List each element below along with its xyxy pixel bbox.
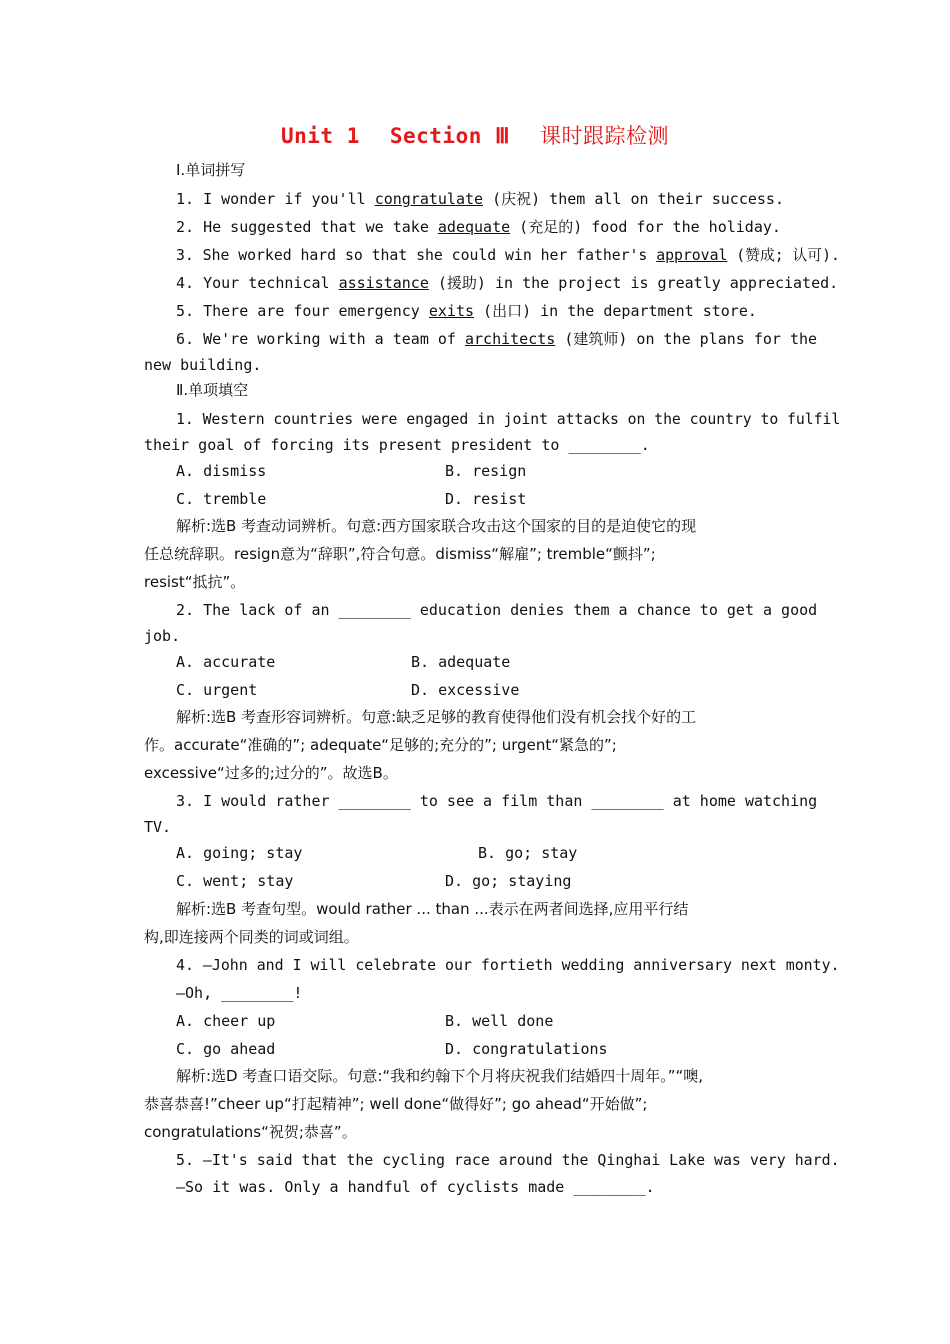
option-b: B. go; stay <box>478 844 578 862</box>
part1-item-6-cont: new building. <box>144 356 262 374</box>
option-c: C. tremble <box>176 490 267 508</box>
answer-word: exits <box>428 302 475 320</box>
question-stem: 2. The lack of an ________ education denies them a chance to get a good <box>176 601 818 619</box>
option-d: D. congratulations <box>445 1040 608 1058</box>
question-stem: 5. —It's said that the cycling race around the Qinghai Lake was very hard. <box>176 1151 840 1169</box>
explanation: 恭喜恭喜!”cheer up“打起精神”; well done“做得好”; go ahead“开始做”; <box>144 1095 648 1113</box>
option-a: A. dismiss <box>176 462 267 480</box>
title-section: Section Ⅲ <box>389 124 510 148</box>
part2-heading: Ⅱ.单项填空 <box>176 381 249 399</box>
explanation: 解析:选D 考查口语交际。句意:“我和约翰下个月将庆祝我们结婚四十周年。”“噢, <box>176 1067 704 1085</box>
explanation: congratulations“祝贺;恭喜”。 <box>144 1123 357 1141</box>
answer-word: architects <box>464 330 556 348</box>
part1-item-6: 6. We're working with a team of architects (建筑师) on the plans for the <box>176 330 818 348</box>
option-b: B. adequate <box>411 653 511 671</box>
answer-word: approval <box>656 246 728 264</box>
explanation: 作。accurate“准确的”; adequate“足够的;充分的”; urgent“紧急的”; <box>144 736 617 754</box>
part1-item-5: 5. There are four emergency exits (出口) in the department store. <box>176 302 757 320</box>
explanation: 解析:选B 考查动词辨析。句意:西方国家联合攻击这个国家的目的是迫使它的现 <box>176 517 697 535</box>
question-stem: 1. Western countries were engaged in joint attacks on the country to fulfil <box>176 410 841 428</box>
title-cn: 课时跟踪检测 <box>539 124 669 148</box>
answer-word: congratulate <box>374 190 484 208</box>
part1-item-4: 4. Your technical assistance (援助) in the project is greatly appreciated. <box>176 274 839 292</box>
part1-item-1: 1. I wonder if you'll congratulate (庆祝) them all on their success. <box>176 190 784 208</box>
explanation: 解析:选B 考查形容词辨析。句意:缺乏足够的教育使得他们没有机会找个好的工 <box>176 708 697 726</box>
option-b: B. well done <box>445 1012 554 1030</box>
page-title <box>0 120 950 150</box>
option-c: C. urgent <box>176 681 258 699</box>
option-c: C. went; stay <box>176 872 294 890</box>
answer-word: assistance <box>338 274 429 292</box>
option-c: C. go ahead <box>176 1040 276 1058</box>
question-stem: 4. —John and I will celebrate our fortieth wedding anniversary next monty. <box>176 956 840 974</box>
title-unit: Unit 1 <box>281 124 360 148</box>
question-stem: their goal of forcing its present president to ________. <box>144 436 650 454</box>
option-a: A. going; stay <box>176 844 303 862</box>
option-d: D. go; staying <box>445 872 572 890</box>
option-b: B. resign <box>445 462 527 480</box>
question-stem: TV. <box>144 818 172 836</box>
question-stem: —So it was. Only a handful of cyclists made ________. <box>176 1178 655 1196</box>
part1-item-2: 2. He suggested that we take adequate (充足的) food for the holiday. <box>176 218 781 236</box>
option-a: A. accurate <box>176 653 276 671</box>
answer-word: adequate <box>437 218 511 236</box>
option-d: D. excessive <box>411 681 520 699</box>
question-stem: 3. I would rather ________ to see a film than ________ at home watching <box>176 792 818 810</box>
part1-heading: Ⅰ.单词拼写 <box>176 161 246 179</box>
explanation: 解析:选B 考查句型。would rather ... than ...表示在两者间选择,应用平行结 <box>176 900 689 918</box>
option-a: A. cheer up <box>176 1012 276 1030</box>
option-d: D. resist <box>445 490 527 508</box>
explanation: 任总统辞职。resign意为“辞职”,符合句意。dismiss“解雇”; tremble“颤抖”; <box>144 545 656 563</box>
question-stem: —Oh, ________! <box>176 984 303 1002</box>
part1-item-3: 3. She worked hard so that she could win her father's approval (赞成; 认可). <box>176 246 840 264</box>
explanation: resist“抵抗”。 <box>144 573 246 591</box>
explanation: 构,即连接两个同类的词或词组。 <box>144 928 359 946</box>
explanation: excessive“过多的;过分的”。故选B。 <box>144 764 398 782</box>
question-stem: job. <box>144 627 181 645</box>
